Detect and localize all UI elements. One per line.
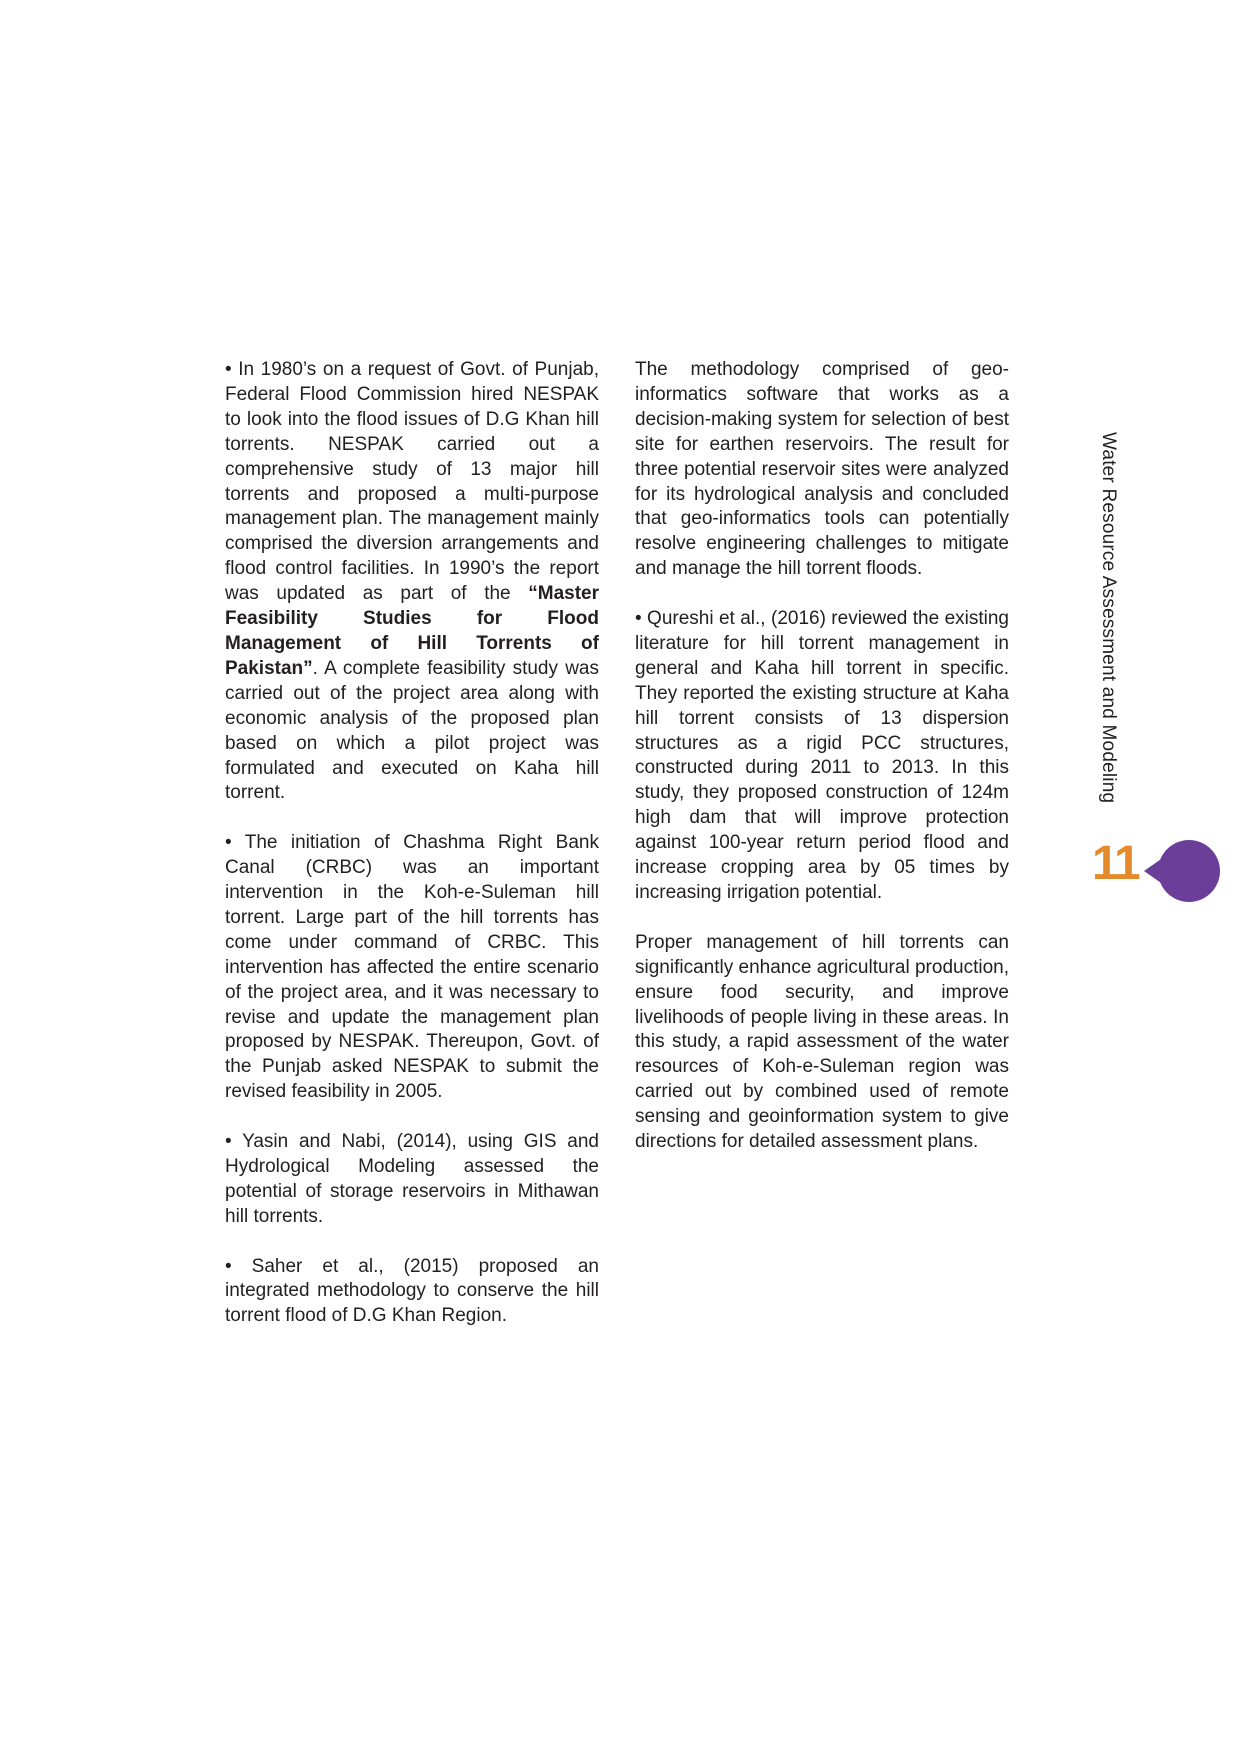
paragraph-nespak-history bbox=[225, 358, 599, 806]
page-number: 11 bbox=[1092, 837, 1139, 890]
left-column bbox=[225, 358, 599, 1354]
paragraph-crbc: • The initiation of Chashma Right Bank Canal (CRBC) was an important intervention in the Koh-e-Suleman hill torrent. Large part of the hill torrents has come under command of CRBC. This intervention has affected the entire scenario of the project area, and it was necessary to revise and update the management plan proposed by NESPAK. Thereupon, Govt. of the Punjab asked NESPAK to submit the revised feasibility in 2005. bbox=[225, 832, 599, 1103]
paragraph-yasin-nabi: • Yasin and Nabi, (2014), using GIS and Hydrological Modeling assessed the potential of storage reservoirs in Mithawan hill torrents. bbox=[225, 1131, 599, 1227]
paragraph-proper-management: Proper management of hill torrents can significantly enhance agricultural production, ensure food security, and improve livelihoods of people living in these areas. In this study, a rapid assessment of the water resources of Koh-e-Suleman region was carried out by combined used of remote sensing and geoinformation system to give directions for detailed assessment plans. bbox=[635, 931, 1009, 1153]
study-title-bold: “Master Feasibility Studies for Flood Management of Hill Torrents of Pakistan” bbox=[225, 583, 599, 679]
right-column bbox=[635, 358, 1009, 1180]
paragraph-text: • In 1980’s on a request of Govt. of Punjab, Federal Flood Commission hired NESPAK to look into the flood issues of D.G Khan hill torrents. NESPAK carried out a comprehensive study of 13 major hill torrents and proposed a multi-purpose management plan. The management mainly comprised the diversion arrangements and flood control facilities. In 1990’s the report was updated as part of the bbox=[225, 359, 599, 605]
page-tab-marker-icon bbox=[1158, 840, 1220, 902]
paragraph-qureshi: • Qureshi et al., (2016) reviewed the existing literature for hill torrent management in general and Kaha hill torrent in specific. They reported the existing structure at Kaha hill torrent consists of 13 dispersion structures as a rigid PCC structures, constructed during 2011 to 2013. In this study, they proposed construction of 124m high dam that will improve protection against 100-year return period flood and increase cropping area by 05 times by increasing irrigation potential. bbox=[635, 608, 1009, 904]
paragraph-text: . A complete feasibility study was carried out of the project area along with economic analysis of the proposed plan based on which a pilot project was formulated and executed on Kaha hill torrent. bbox=[225, 657, 599, 804]
paragraph-saher: • Saher et al., (2015) proposed an integrated methodology to conserve the hill torrent flood of D.G Khan Region. bbox=[225, 1255, 599, 1327]
paragraph-methodology: The methodology comprised of geo-informatics software that works as a decision-making system for selection of best site for earthen reservoirs. The result for three potential reservoir sites were analyzed for its hydrological analysis and concluded that geo-informatics tools can potentially resolve engineering challenges to mitigate and manage the hill torrent floods. bbox=[635, 359, 1009, 580]
running-section-title: Water Resource Assessment and Modeling bbox=[1098, 432, 1119, 804]
